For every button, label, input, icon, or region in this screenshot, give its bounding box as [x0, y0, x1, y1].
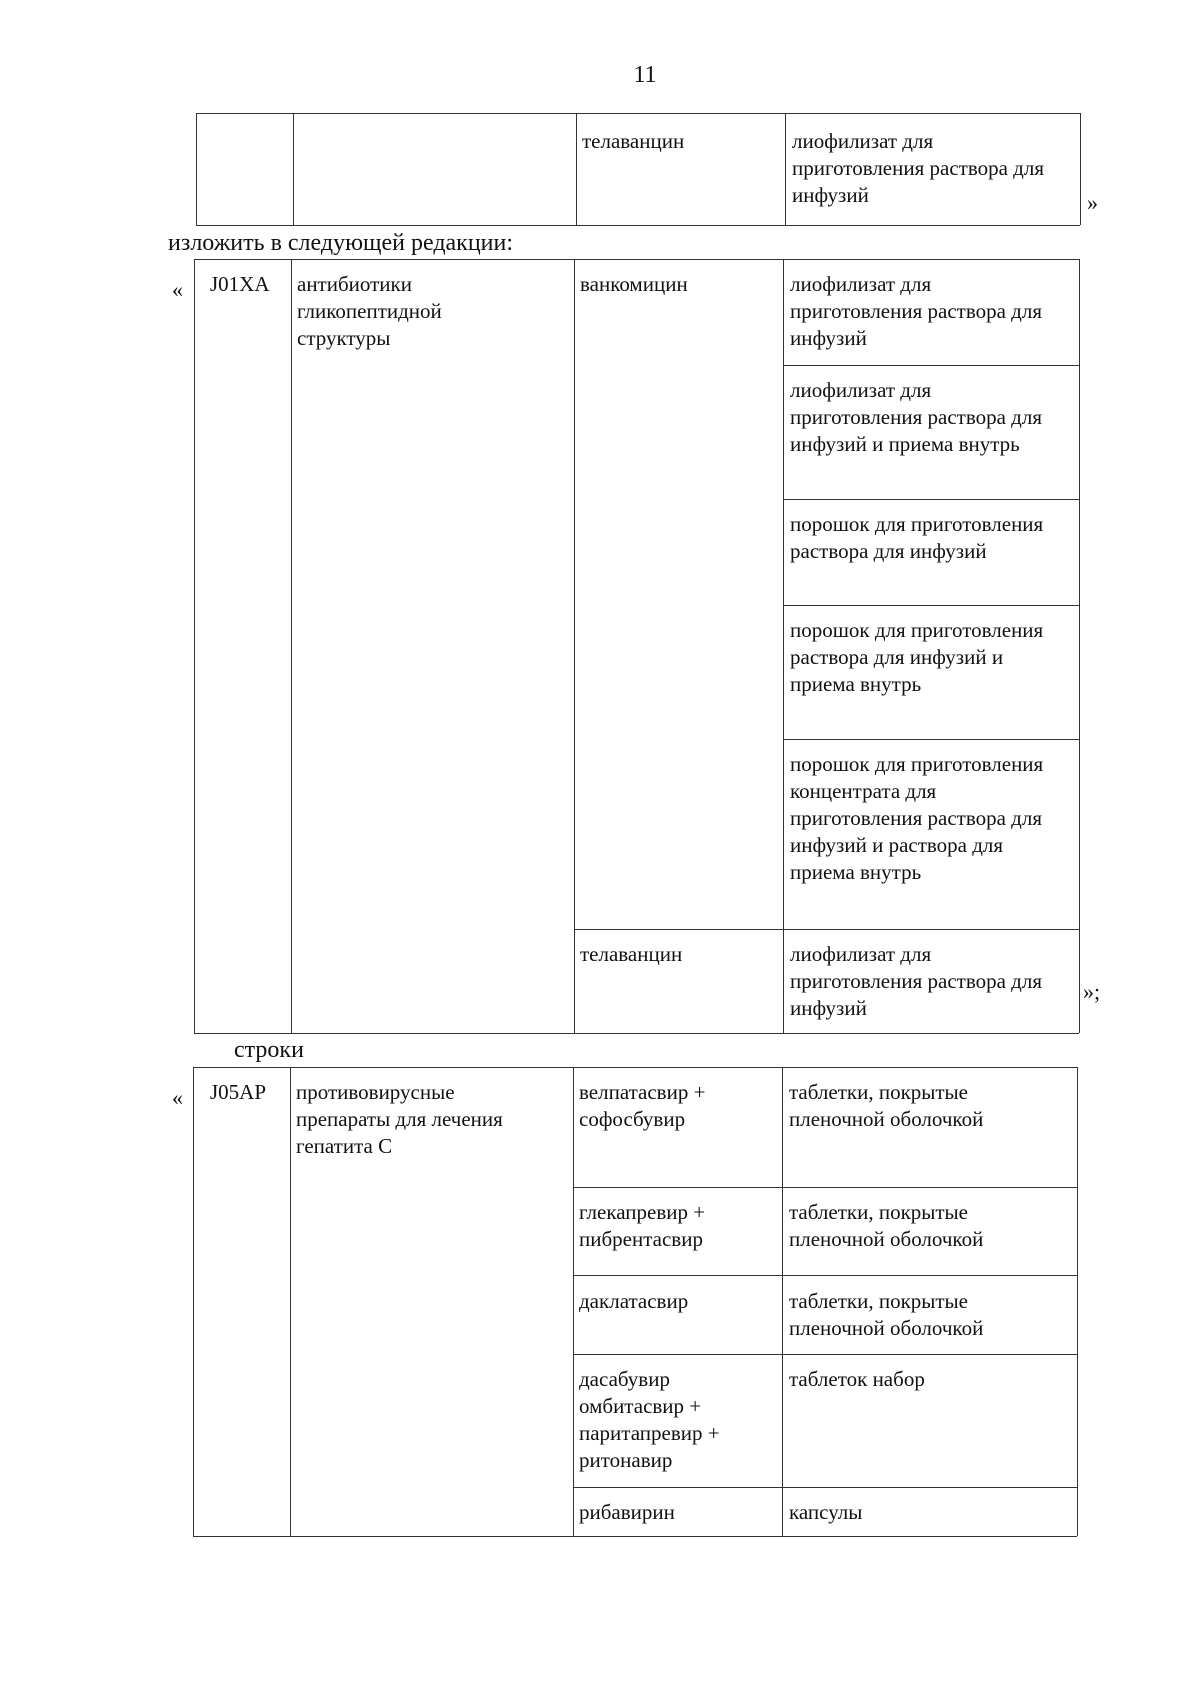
- closing-quote: »: [1087, 190, 1098, 215]
- drug-name: велпатасвир + софосбувир: [579, 1080, 706, 1131]
- atc-code: J05AP: [210, 1080, 267, 1104]
- dosage-form: лиофилизат для приготовления раствора для инфузий: [790, 272, 1042, 350]
- dosage-form: таблетки, покрытые пленочной оболочкой: [789, 1080, 984, 1131]
- opening-quote: «: [172, 277, 183, 302]
- drug-name: ванкомицин: [580, 272, 688, 296]
- dosage-form: лиофилизат для приготовления раствора для инфузий: [790, 942, 1042, 1020]
- intro-replace-text: изложить в следующей редакции:: [168, 230, 514, 256]
- dosage-form: капсулы: [789, 1500, 863, 1524]
- drug-group: антибиотики гликопептидной структуры: [297, 272, 442, 350]
- dosage-form: порошок для приготовления раствора для инфузий: [790, 512, 1044, 563]
- drug-name: телаванцин: [580, 942, 683, 966]
- intro-rows-text: строки: [234, 1037, 304, 1063]
- dosage-form: лиофилизат для приготовления раствора для инфузий и приема внутрь: [790, 378, 1042, 456]
- drug-name: даклатасвир: [579, 1289, 689, 1313]
- closing-quote: »;: [1083, 979, 1101, 1004]
- dosage-form: лиофилизат для приготовления раствора для инфузий: [792, 129, 1044, 207]
- dosage-form: таблетки, покрытые пленочной оболочкой: [789, 1200, 984, 1251]
- drug-name: рибавирин: [579, 1500, 675, 1524]
- atc-code: J01XA: [210, 272, 270, 296]
- drug-name: глекапревир + пибрентасвир: [579, 1200, 706, 1251]
- dosage-form: таблеток набор: [789, 1367, 925, 1391]
- page-number: 11: [633, 62, 657, 88]
- drug-name: телаванцин: [582, 129, 685, 153]
- opening-quote: «: [172, 1085, 183, 1110]
- drug-name: дасабувир омбитасвир + паритапревир + ритонавир: [579, 1367, 720, 1472]
- dosage-form: порошок для приготовления концентрата для приготовления раствора для инфузий и раствора для приема внутрь: [790, 752, 1044, 884]
- dosage-form: таблетки, покрытые пленочной оболочкой: [789, 1289, 984, 1340]
- dosage-form: порошок для приготовления раствора для инфузий и приема внутрь: [790, 618, 1044, 696]
- drug-group: противовирусные препараты для лечения гепатита C: [296, 1080, 503, 1158]
